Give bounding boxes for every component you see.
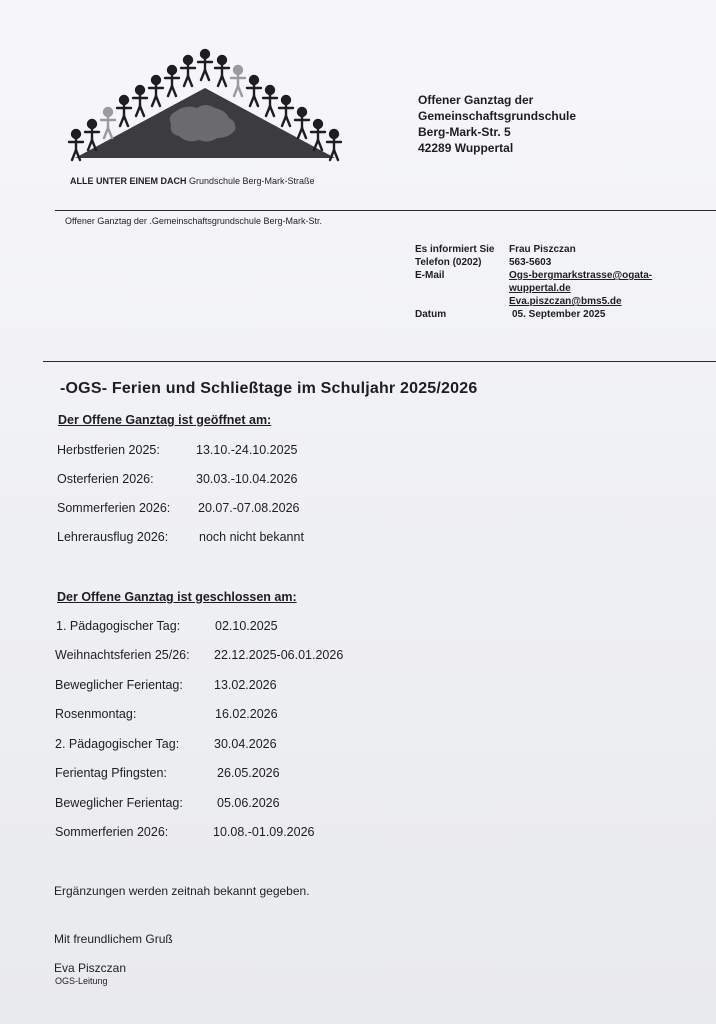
entry-label: Sommerferien 2026: — [55, 825, 169, 839]
closed-section-heading: Der Offene Ganztag ist geschlossen am: — [57, 590, 297, 604]
divider-top — [55, 210, 716, 211]
open-entry — [57, 443, 298, 457]
entry-label: Rosenmontag: — [55, 707, 137, 721]
contact-label: Es informiert Sie — [415, 244, 495, 255]
supplement-note: Ergänzungen werden zeitnah bekannt gegeben. — [54, 884, 310, 898]
entry-date: 16.02.2026 — [215, 707, 278, 721]
entry-date: 02.10.2025 — [215, 619, 278, 633]
entry-label: Weihnachtsferien 25/26: — [55, 648, 190, 662]
contact-email-link[interactable]: Ogs-bergmarkstrasse@ogata- — [509, 270, 653, 281]
sender-address — [418, 92, 576, 156]
sender-line: Gemeinschaftsgrundschule — [418, 109, 577, 123]
entry-label: 1. Pädagogischer Tag: — [56, 619, 181, 633]
closed-entry — [55, 648, 344, 662]
contact-email-link-cont[interactable]: wuppertal.de — [509, 283, 571, 294]
open-entry — [57, 501, 300, 515]
entry-label: Lehrerausflug 2026: — [57, 530, 169, 544]
document-title: -OGS- Ferien und Schließtage im Schuljahr 2025/2026 — [60, 380, 478, 397]
closing-greeting: Mit freundlichem Gruß — [54, 932, 173, 946]
entry-date: 10.08.-01.09.2026 — [213, 825, 315, 839]
entry-date: 13.02.2026 — [214, 678, 277, 692]
signer-name: Eva Piszczan — [54, 961, 127, 975]
contact-email-link-personal[interactable]: Eva.piszczan@bms5.de — [509, 296, 622, 307]
divider-middle — [43, 361, 716, 362]
return-address: Offener Ganztag der .Gemeinschaftsgrundschule Berg-Mark-Str. — [65, 216, 322, 226]
contact-value: Frau Piszczan — [509, 244, 576, 255]
closed-entry — [55, 825, 315, 839]
school-logo — [55, 40, 355, 190]
entry-date: 30.04.2026 — [214, 737, 277, 751]
entry-label: Osterferien 2026: — [57, 472, 154, 486]
contact-label: Datum — [415, 309, 447, 320]
sender-line: Berg-Mark-Str. 5 — [418, 125, 511, 139]
logo-caption-school: Grundschule Berg-Mark-Straße — [189, 176, 315, 186]
signer-role: OGS-Leitung — [55, 976, 108, 986]
entry-label: Ferientag Pfingsten: — [55, 766, 167, 780]
entry-date: 13.10.-24.10.2025 — [196, 443, 298, 457]
closed-entry — [55, 678, 277, 692]
entry-date: 05.06.2026 — [217, 796, 280, 810]
closed-entry — [55, 737, 277, 751]
entry-date: 26.05.2026 — [217, 766, 280, 780]
open-entry — [57, 530, 304, 544]
logo-caption-bold: ALLE UNTER EINEM DACH — [70, 176, 187, 186]
entry-label: Herbstferien 2025: — [57, 443, 160, 457]
entry-label: Sommerferien 2026: — [57, 501, 171, 515]
closed-entry — [55, 707, 278, 721]
open-section-heading: Der Offene Ganztag ist geöffnet am: — [58, 413, 272, 427]
logo-caption — [70, 176, 315, 186]
closed-entry — [55, 766, 280, 780]
contact-date: 05. September 2025 — [512, 309, 606, 320]
sender-line: 42289 Wuppertal — [418, 141, 514, 155]
contact-label: Telefon (0202) — [415, 257, 482, 268]
entry-date: 30.03.-10.04.2026 — [196, 472, 298, 486]
entry-label: Beweglicher Ferientag: — [55, 796, 183, 810]
entry-date: 20.07.-07.08.2026 — [198, 501, 300, 515]
contact-label: E-Mail — [415, 270, 445, 281]
closed-entry — [55, 796, 280, 810]
entry-date: 22.12.2025-06.01.2026 — [214, 648, 344, 662]
closed-entry — [56, 619, 278, 633]
entry-label: 2. Pädagogischer Tag: — [55, 737, 180, 751]
contact-phone: 563-5603 — [509, 257, 552, 268]
open-entry — [57, 472, 298, 486]
entry-date: noch nicht bekannt — [199, 530, 304, 544]
sender-line: Offener Ganztag der — [418, 93, 534, 107]
entry-label: Beweglicher Ferientag: — [55, 678, 183, 692]
